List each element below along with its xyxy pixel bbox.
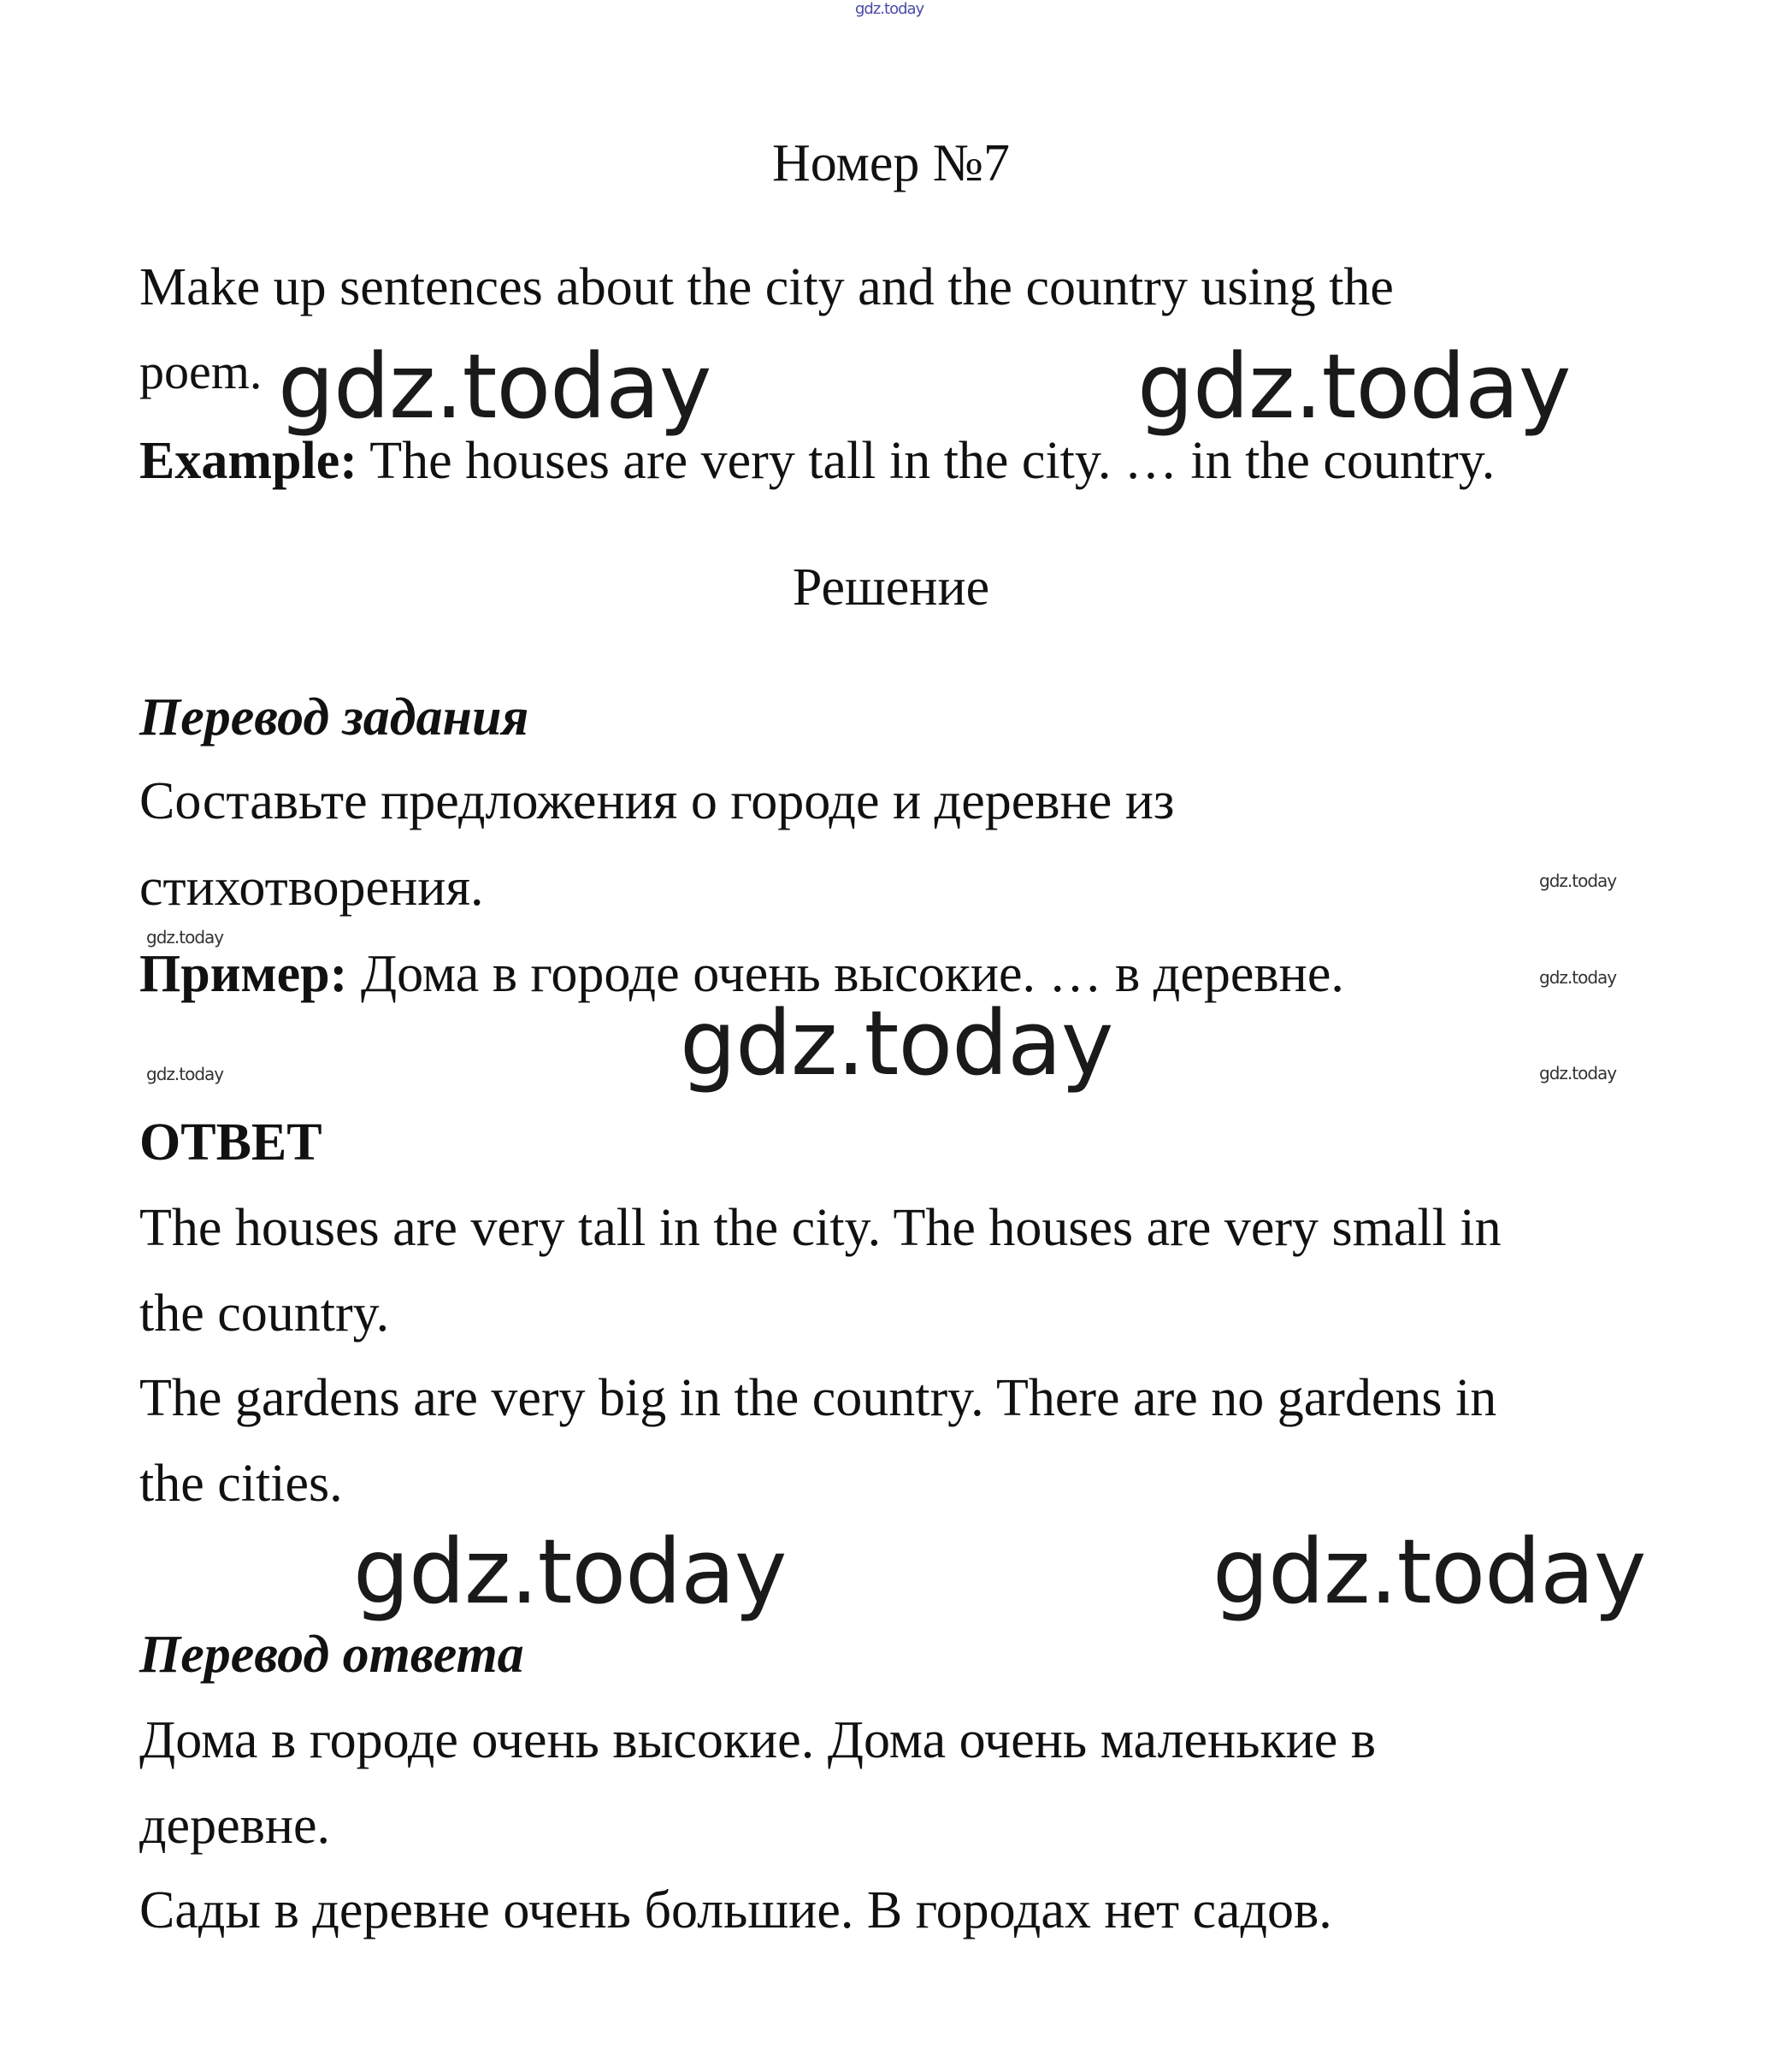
task-example-label: Example: <box>139 432 357 490</box>
task-line-2: poem. <box>139 344 263 399</box>
task-example <box>139 432 1496 490</box>
task-line-1: Make up sentences about the city and the country using the <box>139 258 1394 316</box>
task-translation-example-text: Дома в городе очень высокие. … в деревне. <box>347 945 1344 1003</box>
answer-translation-line-1: Дома в городе очень высокие. Дома очень маленькие в <box>139 1711 1377 1769</box>
task-example-text: The houses are very tall in the city. … in the country. <box>357 432 1496 490</box>
answer-heading: ОТВЕТ <box>139 1113 322 1172</box>
watermark-big: gdz.today <box>680 991 1113 1095</box>
watermark-small: gdz.today <box>1539 1063 1617 1083</box>
watermark-big: gdz.today <box>278 334 711 439</box>
task-translation-example-label: Пример: <box>139 945 348 1003</box>
watermark-small: gdz.today <box>146 927 224 947</box>
answer-translation-heading: Перевод ответа <box>139 1626 524 1684</box>
watermark-small: gdz.today <box>1539 967 1617 988</box>
answer-translation-line-2: деревне. <box>139 1797 331 1855</box>
task-translation-line-1: Составьте предложения о городе и деревне из <box>139 772 1175 830</box>
solution-heading: Решение <box>792 558 990 617</box>
watermark-big: gdz.today <box>1213 1520 1646 1624</box>
answer-line-1: The houses are very tall in the city. The houses are very small in <box>139 1199 1502 1257</box>
task-translation-heading: Перевод задания <box>139 688 529 747</box>
watermark-big: gdz.today <box>1137 334 1571 439</box>
watermark-small: gdz.today <box>146 1064 224 1084</box>
watermark-big: gdz.today <box>353 1520 787 1624</box>
answer-line-3: The gardens are very big in the country. There are no gardens in <box>139 1369 1497 1427</box>
answer-translation-line-3: Сады в деревне очень большие. В городах нет садов. <box>139 1881 1332 1939</box>
page-title: Номер №7 <box>771 134 1010 192</box>
watermark-small: gdz.today <box>1539 871 1617 891</box>
task-translation-line-2: стихотворения. <box>139 859 484 917</box>
watermark-top: gdz.today <box>855 0 924 18</box>
answer-line-4: the cities. <box>139 1455 343 1513</box>
answer-line-2: the country. <box>139 1284 390 1343</box>
